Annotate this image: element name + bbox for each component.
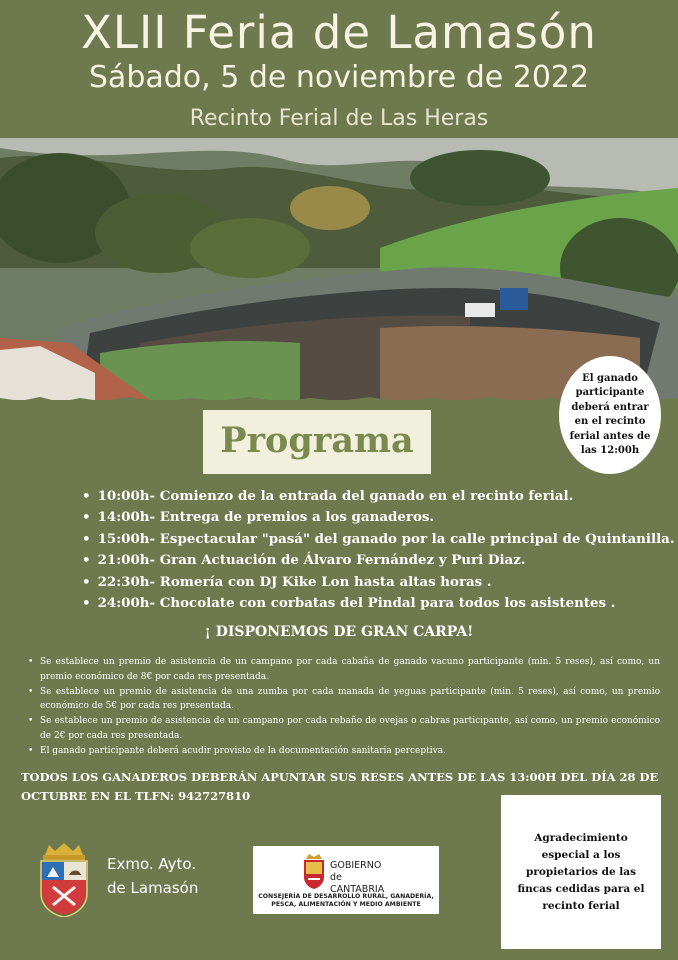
note-item: • Se establece un premio de asistencia de un campano por cada cabaña de ganado vacuno participante (min. 5 reses), así como, un premio económico de 8€ por cada res presentada. <box>24 655 660 685</box>
poster-title: XLII Feria de Lamasón <box>81 6 597 59</box>
schedule-list <box>82 486 675 614</box>
gobierno-name <box>330 860 384 896</box>
prize-notes <box>24 655 660 759</box>
tent-announcement: ¡ DISPONEMOS DE GRAN CARPA! <box>204 624 474 640</box>
schedule-item: • 10:00h- Comienzo de la entrada del ganado en el recinto ferial. <box>82 486 675 507</box>
lamason-crest-icon <box>39 843 89 917</box>
event-venue: Recinto Ferial de Las Heras <box>189 106 489 131</box>
thanks-note: Agradecimiento especial a los propietarios de las fincas cedidas para el recinto ferial <box>501 795 661 949</box>
event-date: Sábado, 5 de noviembre de 2022 <box>88 60 590 95</box>
gobierno-cantabria-logo <box>253 846 439 914</box>
note-item: • El ganado participante deberá acudir provisto de la documentación sanitaria perceptiva. <box>24 744 660 759</box>
schedule-item: • 14:00h- Entrega de premios a los ganaderos. <box>82 507 675 528</box>
fair-photo <box>0 138 678 400</box>
consejeria-name: CONSEJERÍA DE DESARROLLO RURAL, GANADERÍA, PESCA, ALIMENTACIÓN Y MEDIO AMBIENTE <box>258 893 434 908</box>
gobierno-line1: GOBIERNO <box>330 860 382 871</box>
programa-heading: Programa <box>203 410 431 474</box>
cantabria-shield-icon <box>303 853 325 889</box>
ayuntamiento-name <box>107 852 198 900</box>
registration-deadline: TODOS LOS GANADEROS DEBERÁN APUNTAR SUS RESES ANTES DE LAS 13:00H DEL DÍA 28 DE OCTUBRE EN EL TLFN: 942727810 <box>21 770 659 803</box>
gobierno-line2: de <box>330 872 342 883</box>
note-item: • Se establece un premio de asistencia de un campano por cada rebaño de ovejas o cabras participante, así como, un premio económico de 2€ por cada res presentada. <box>24 714 660 744</box>
gobierno-line3: CANTABRIA <box>330 884 385 895</box>
schedule-item: • 21:00h- Gran Actuación de Álvaro Fernández y Puri Diaz. <box>82 550 675 571</box>
schedule-item: • 15:00h- Espectacular "pasá" del ganado por la calle principal de Quintanilla. <box>82 529 675 550</box>
ayuntamiento-line1: Exmo. Ayto. <box>107 855 197 873</box>
note-item: • Se establece un premio de asistencia de una zumba por cada manada de yeguas participante (min. 5 reses), así como, un premio económico de 5€ por cada res presentada. <box>24 685 660 715</box>
schedule-item: • 24:00h- Chocolate con corbatas del Pindal para todos los asistentes . <box>82 593 675 614</box>
schedule-item: • 22:30h- Romería con DJ Kike Lon hasta altas horas . <box>82 572 675 593</box>
ayuntamiento-line2: de Lamasón <box>107 879 199 897</box>
entry-deadline-circle: El ganado participante deberá entrar en el recinto ferial antes de las 12:00h <box>559 356 661 474</box>
